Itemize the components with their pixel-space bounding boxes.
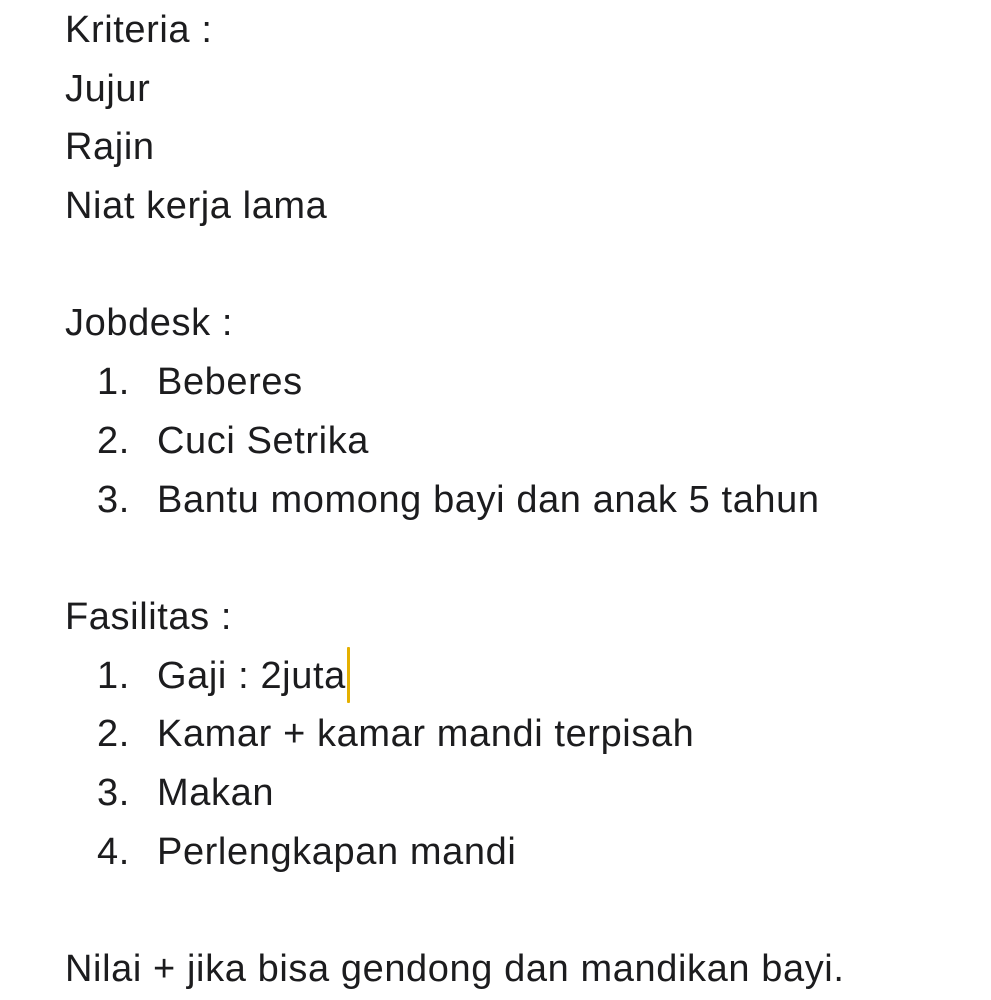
list-number: 3. <box>97 478 130 521</box>
list-number: 3. <box>97 771 130 814</box>
list-number: 2. <box>97 419 130 462</box>
list-number: 2. <box>97 713 130 756</box>
facility-item <box>65 823 991 882</box>
criteria-item: Rajin <box>65 126 155 169</box>
footer-note: Nilai + jika bisa gendong dan mandikan bayi. <box>65 948 845 990</box>
jobdesk-item <box>65 412 991 471</box>
list-text: Makan <box>157 771 275 814</box>
list-number: 4. <box>97 830 130 873</box>
facilities-heading: Fasilitas : <box>65 595 233 638</box>
facility-item <box>65 647 991 706</box>
facility-item <box>65 705 991 764</box>
list-number: 1. <box>97 361 130 404</box>
facility-item <box>65 764 991 823</box>
criteria-item: Jujur <box>65 67 151 110</box>
list-text: Perlengkapan mandi <box>157 830 517 873</box>
list-text: Beberes <box>157 361 303 404</box>
jobdesk-item <box>65 353 991 412</box>
blank-line <box>65 529 991 588</box>
text-cursor <box>347 647 350 703</box>
jobdesk-item <box>65 471 991 530</box>
criteria-heading: Kriteria : <box>65 9 213 51</box>
list-number: 1. <box>97 654 130 697</box>
list-text: Bantu momong bayi dan anak 5 tahun <box>157 478 820 521</box>
jobdesk-heading: Jobdesk : <box>65 302 234 345</box>
blank-line <box>65 881 991 940</box>
note-body[interactable] <box>65 1 991 999</box>
list-text: Gaji : 2juta <box>157 654 346 697</box>
criteria-item: Niat kerja lama <box>65 185 328 228</box>
blank-line <box>65 236 991 295</box>
list-text: Kamar + kamar mandi terpisah <box>157 713 695 756</box>
list-text: Cuci Setrika <box>157 419 370 462</box>
